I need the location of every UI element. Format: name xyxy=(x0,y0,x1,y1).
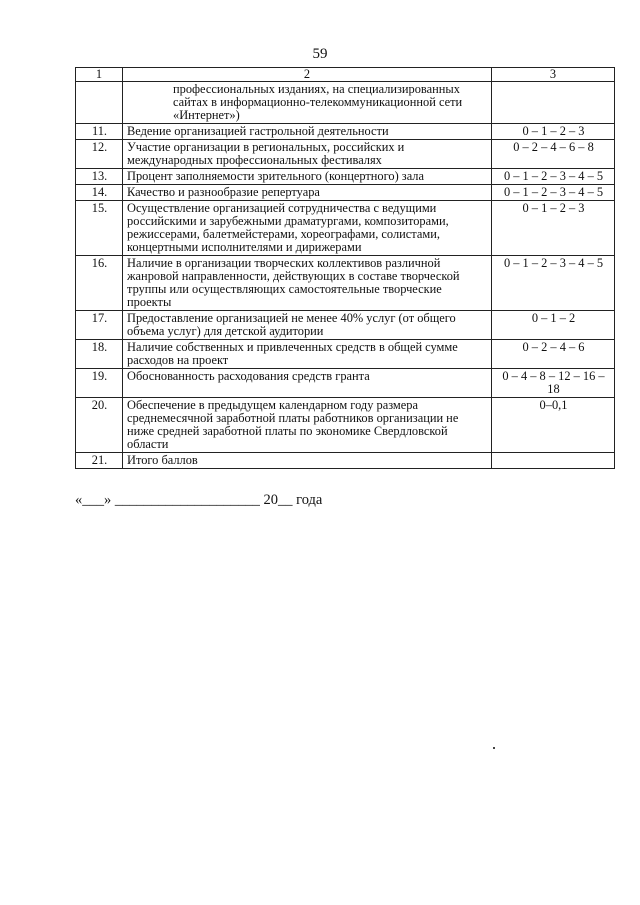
scan-speck xyxy=(493,747,495,749)
row-criterion: Качество и разнообразие репертуара xyxy=(123,185,492,201)
table-row xyxy=(76,201,615,256)
table-row xyxy=(76,369,615,398)
table-row xyxy=(76,169,615,185)
row-score: 0 – 4 – 8 – 12 – 16 – 18 xyxy=(492,369,615,398)
row-number: 17. xyxy=(76,311,123,340)
row-score: 0 – 2 – 4 – 6 xyxy=(492,340,615,369)
row-criterion: Наличие в организации творческих коллективов различной жанровой направленности, действующих в составе творческой труппы или осуществляющих самостоятельные творческие проекты xyxy=(123,256,492,311)
row-criterion: Итого баллов xyxy=(123,453,492,469)
row-score: 0 – 1 – 2 xyxy=(492,311,615,340)
row-criterion: Наличие собственных и привлеченных средств в общей сумме расходов на проект xyxy=(123,340,492,369)
row-score: 0 – 1 – 2 – 3 – 4 – 5 xyxy=(492,169,615,185)
table-row xyxy=(76,311,615,340)
table-header-row xyxy=(76,68,615,82)
table-row xyxy=(76,185,615,201)
row-score: 0 – 1 – 2 – 3 – 4 – 5 xyxy=(492,185,615,201)
row-number: 18. xyxy=(76,340,123,369)
date-signature-line: «___» ____________________ 20__ года xyxy=(75,492,323,508)
row-score xyxy=(492,82,615,124)
table-row xyxy=(76,340,615,369)
row-number: 16. xyxy=(76,256,123,311)
row-criterion: Участие организации в региональных, российских и международных профессиональных фестивалях xyxy=(123,140,492,169)
row-number: 20. xyxy=(76,398,123,453)
table-row-total xyxy=(76,453,615,469)
row-criterion: Обоснованность расходования средств гранта xyxy=(123,369,492,398)
row-number: 11. xyxy=(76,124,123,140)
table-row-continuation xyxy=(76,82,615,124)
table-row xyxy=(76,140,615,169)
row-score: 0 – 2 – 4 – 6 – 8 xyxy=(492,140,615,169)
row-score: 0 – 1 – 2 – 3 – 4 – 5 xyxy=(492,256,615,311)
row-score: 0 – 1 – 2 – 3 xyxy=(492,201,615,256)
column-header-number: 1 xyxy=(76,68,123,82)
column-header-criterion: 2 xyxy=(123,68,492,82)
table-row xyxy=(76,256,615,311)
row-criterion: Процент заполняемости зрительного (концертного) зала xyxy=(123,169,492,185)
row-criterion: Ведение организацией гастрольной деятельности xyxy=(123,124,492,140)
row-number: 15. xyxy=(76,201,123,256)
row-score: 0–0,1 xyxy=(492,398,615,453)
criteria-table xyxy=(75,67,615,469)
row-criterion: Обеспечение в предыдущем календарном году размера среднемесячной заработной платы работников организации не ниже средней заработной платы по экономике Свердловской области xyxy=(123,398,492,453)
row-number: 12. xyxy=(76,140,123,169)
row-criterion: Предоставление организацией не менее 40% услуг (от общего объема услуг) для детской аудитории xyxy=(123,311,492,340)
row-number: 14. xyxy=(76,185,123,201)
table-row xyxy=(76,124,615,140)
row-number: 19. xyxy=(76,369,123,398)
row-number: 21. xyxy=(76,453,123,469)
column-header-score: 3 xyxy=(492,68,615,82)
page-number: 59 xyxy=(312,46,328,62)
row-score: 0 – 1 – 2 – 3 xyxy=(492,124,615,140)
row-number xyxy=(76,82,123,124)
row-score xyxy=(492,453,615,469)
row-number: 13. xyxy=(76,169,123,185)
row-criterion: профессиональных изданиях, на специализированных сайтах в информационно-телекоммуникационной сети «Интернет») xyxy=(123,82,492,124)
row-criterion: Осуществление организацией сотрудничества с ведущими российскими и зарубежными драматургами, композиторами, режиссерами, балетмейстерами, хореографами, солистами, концертными исполнителями и дирижерами xyxy=(123,201,492,256)
table-row xyxy=(76,398,615,453)
